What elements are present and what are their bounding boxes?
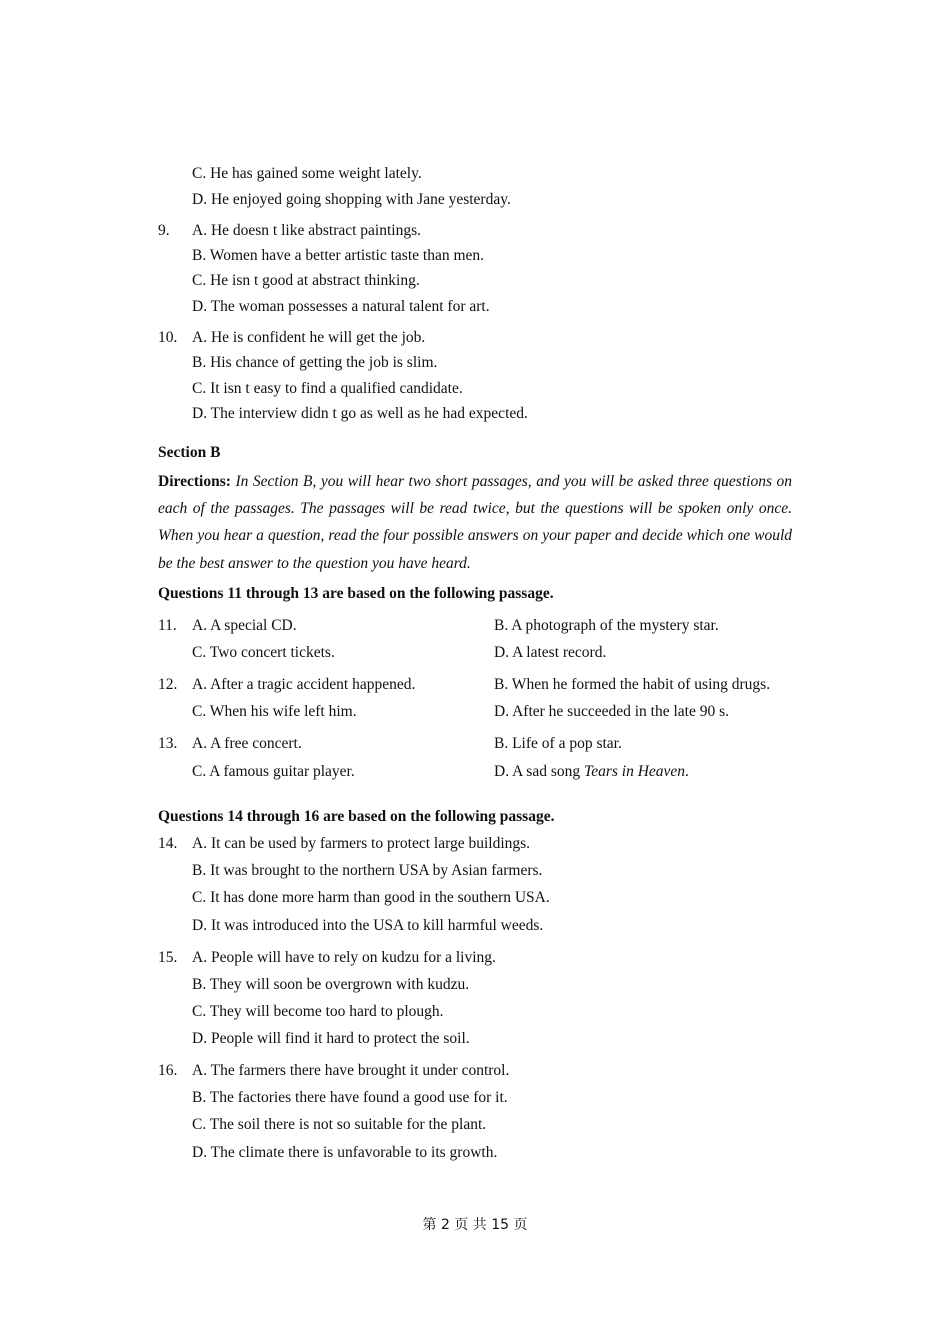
section-b-title: Section B [158,444,221,461]
q13-number: 13. [158,735,178,752]
q11-number: 11. [158,617,177,634]
q13-option-d-suffix: . [685,763,689,780]
q15-option-d: D. People will find it hard to protect the soil. [192,1030,470,1047]
q10-option-b: B. His chance of getting the job is slim. [192,354,438,371]
q14-option-c: C. It has done more harm than good in the southern USA. [192,889,550,906]
q10-option-d: D. The interview didn t go as well as he had expected. [192,405,528,422]
q9-option-b: B. Women have a better artistic taste than men. [192,247,485,264]
q14-option-d: D. It was introduced into the USA to kill harmful weeds. [192,917,544,934]
q13-option-b: B. Life of a pop star. [494,735,622,752]
q16-option-c: C. The soil there is not so suitable for the plant. [192,1116,487,1133]
q10-option-c: C. It isn t easy to find a qualified candidate. [192,380,463,397]
q13-option-d-prefix: D. A sad song [494,763,584,780]
q12-option-c: C. When his wife left him. [192,703,357,720]
q15-option-b: B. They will soon be overgrown with kudzu. [192,976,470,993]
q8-option-d: D. He enjoyed going shopping with Jane yesterday. [192,191,511,208]
q15-option-a: A. People will have to rely on kudzu for a living. [192,949,496,966]
q12-option-d: D. After he succeeded in the late 90 s. [494,703,729,720]
q16-number: 16. [158,1062,178,1079]
q14-option-b: B. It was brought to the northern USA by Asian farmers. [192,862,543,879]
q14-option-a: A. It can be used by farmers to protect large buildings. [192,835,531,852]
q9-number: 9. [158,222,170,239]
q15-option-c: C. They will become too hard to plough. [192,1003,444,1020]
q11-option-c: C. Two concert tickets. [192,644,335,661]
q13-option-c: C. A famous guitar player. [192,763,355,780]
q15-number: 15. [158,949,178,966]
q12-option-a: A. After a tragic accident happened. [192,676,416,693]
group1-heading: Questions 11 through 13 are based on the following passage. [158,585,554,602]
q12-option-b: B. When he formed the habit of using drugs. [494,676,771,693]
q8-option-c: C. He has gained some weight lately. [192,165,422,182]
q16-option-d: D. The climate there is unfavorable to its growth. [192,1144,498,1161]
q12-number: 12. [158,676,178,693]
q11-option-d: D. A latest record. [494,644,607,661]
q13-option-a: A. A free concert. [192,735,302,752]
q10-option-a: A. He is confident he will get the job. [192,329,426,346]
q13-option-d-title: Tears in Heaven [584,763,686,780]
q16-option-b: B. The factories there have found a good use for it. [192,1089,508,1106]
q9-option-d: D. The woman possesses a natural talent for art. [192,298,490,315]
q10-number: 10. [158,329,178,346]
directions-label: Directions: [158,473,231,490]
q14-number: 14. [158,835,178,852]
section-b-directions [158,468,792,577]
directions-text: In Section B, you will hear two short passages, and you will be asked three questions on each of the passages. The passages will be read twice, but the questions will be spoken only once. When you hear a question, read the four possible answers on your paper and decide which one would be the best answer to the question you have heard. [158,473,792,572]
group2-heading: Questions 14 through 16 are based on the following passage. [158,808,555,825]
q11-option-a: A. A special CD. [192,617,297,634]
q9-option-c: C. He isn t good at abstract thinking. [192,272,420,289]
q11-option-b: B. A photograph of the mystery star. [494,617,719,634]
q16-option-a: A. The farmers there have brought it under control. [192,1062,510,1079]
q9-option-a: A. He doesn t like abstract paintings. [192,222,422,239]
q13-option-d [494,762,689,782]
page-footer: 第 2 页 共 15 页 [422,1217,528,1233]
